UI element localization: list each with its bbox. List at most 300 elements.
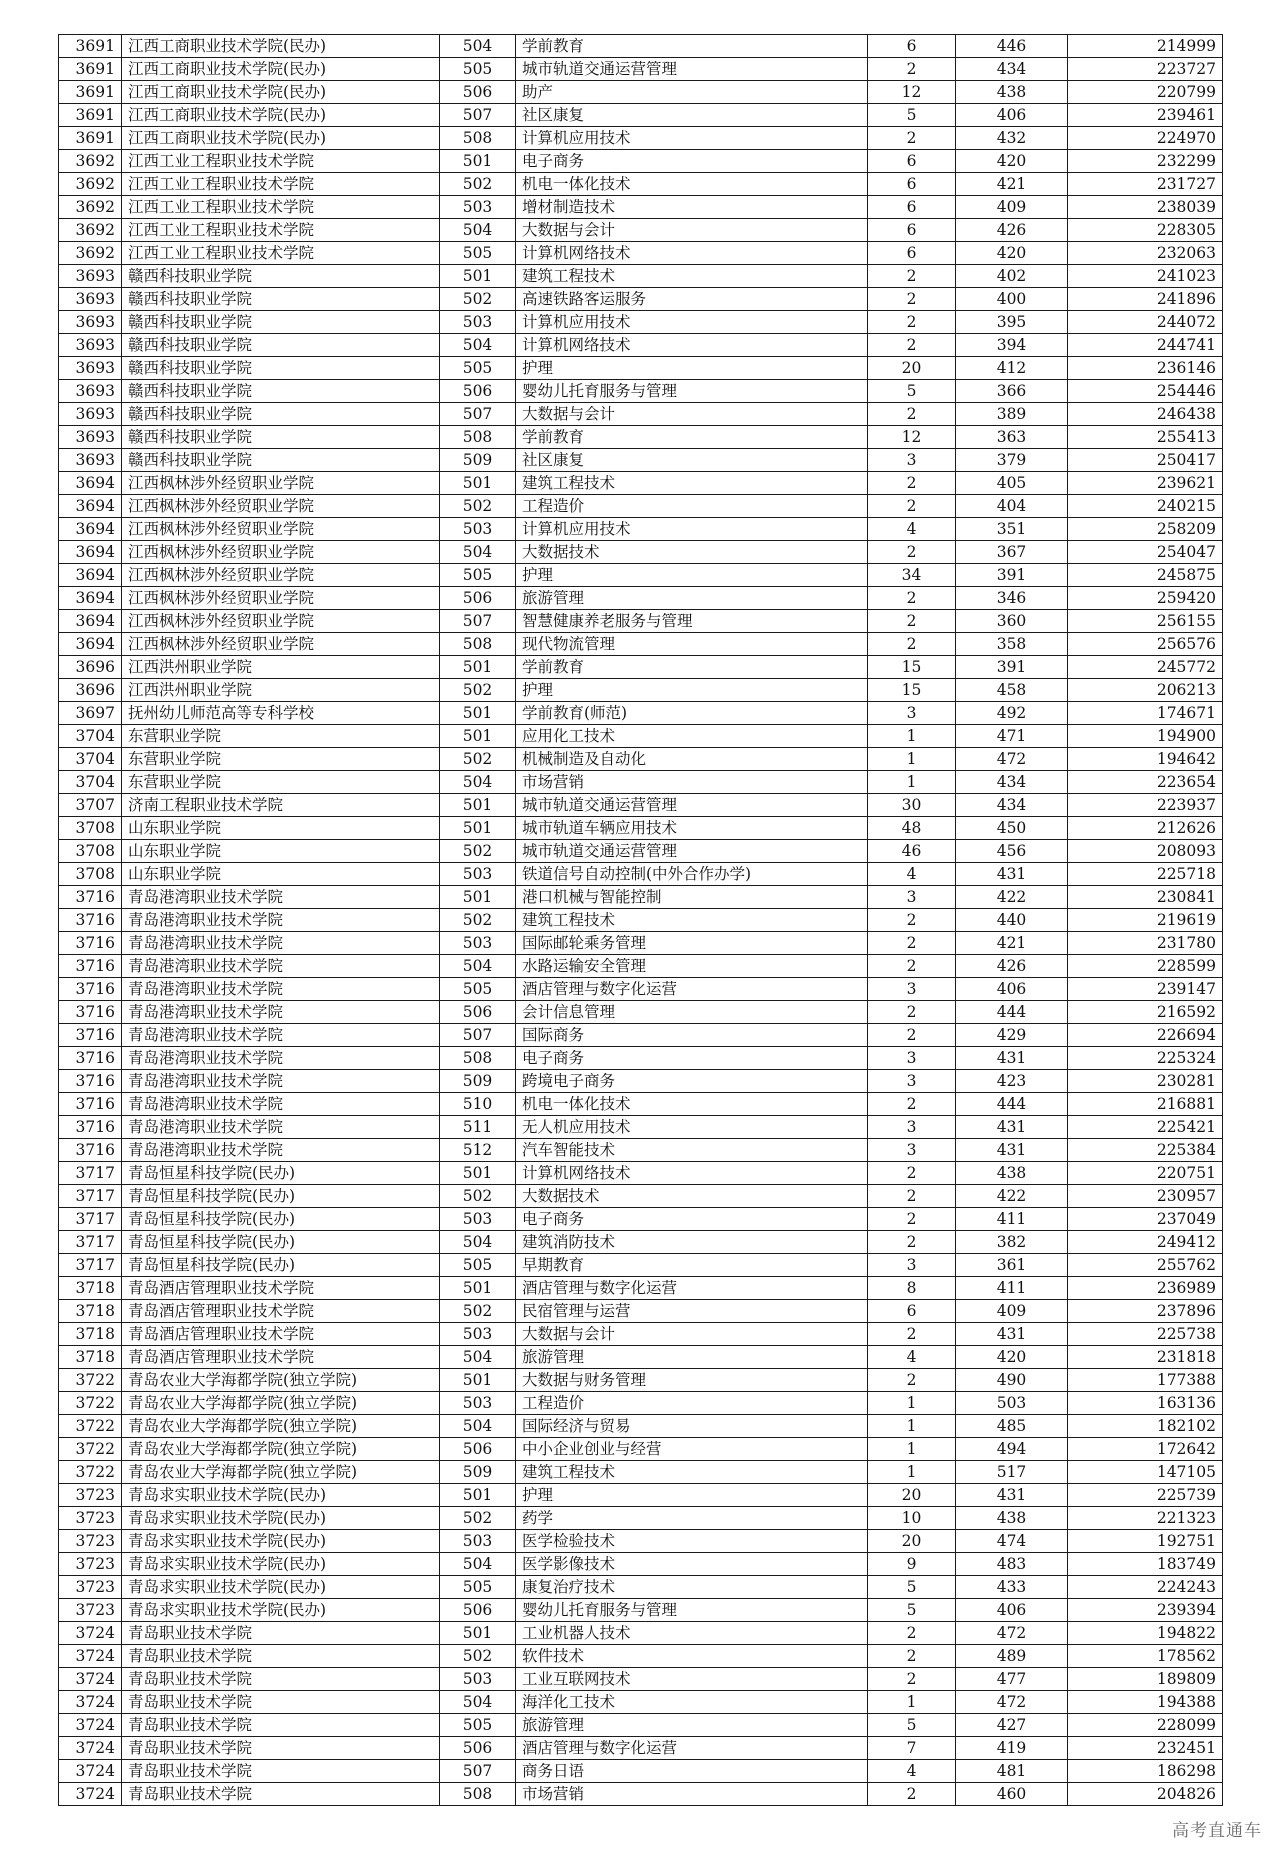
school-code-cell: 3716: [59, 955, 122, 978]
major-name-cell: 增材制造技术: [516, 196, 868, 219]
school-name-cell: 赣西科技职业学院: [122, 265, 440, 288]
plan-count-cell: 2: [868, 1208, 956, 1231]
plan-count-cell: 6: [868, 173, 956, 196]
plan-count-cell: 1: [868, 748, 956, 771]
major-code-cell: 507: [440, 1024, 516, 1047]
school-name-cell: 江西工业工程职业技术学院: [122, 173, 440, 196]
min-rank-cell: 244072: [1068, 311, 1223, 334]
major-name-cell: 软件技术: [516, 1645, 868, 1668]
plan-count-cell: 12: [868, 81, 956, 104]
min-score-cell: 458: [956, 679, 1068, 702]
min-score-cell: 472: [956, 1691, 1068, 1714]
school-code-cell: 3716: [59, 1093, 122, 1116]
min-rank-cell: 228599: [1068, 955, 1223, 978]
major-name-cell: 大数据与会计: [516, 219, 868, 242]
school-code-cell: 3716: [59, 1139, 122, 1162]
min-rank-cell: 245772: [1068, 656, 1223, 679]
min-rank-cell: 255413: [1068, 426, 1223, 449]
plan-count-cell: 1: [868, 1461, 956, 1484]
table-row: [59, 1277, 1223, 1300]
table-row: [59, 472, 1223, 495]
min-rank-cell: 216881: [1068, 1093, 1223, 1116]
min-score-cell: 412: [956, 357, 1068, 380]
plan-count-cell: 3: [868, 1254, 956, 1277]
major-code-cell: 501: [440, 1277, 516, 1300]
min-rank-cell: 241896: [1068, 288, 1223, 311]
table-row: [59, 311, 1223, 334]
min-rank-cell: 231818: [1068, 1346, 1223, 1369]
min-rank-cell: 254047: [1068, 541, 1223, 564]
major-code-cell: 501: [440, 886, 516, 909]
plan-count-cell: 2: [868, 1185, 956, 1208]
min-score-cell: 420: [956, 242, 1068, 265]
major-name-cell: 大数据技术: [516, 1185, 868, 1208]
min-score-cell: 460: [956, 1783, 1068, 1806]
school-name-cell: 青岛职业技术学院: [122, 1622, 440, 1645]
min-score-cell: 431: [956, 1047, 1068, 1070]
plan-count-cell: 3: [868, 702, 956, 725]
school-name-cell: 赣西科技职业学院: [122, 357, 440, 380]
table-row: [59, 265, 1223, 288]
plan-count-cell: 2: [868, 472, 956, 495]
min-rank-cell: 231727: [1068, 173, 1223, 196]
major-code-cell: 503: [440, 1208, 516, 1231]
major-name-cell: 建筑工程技术: [516, 1461, 868, 1484]
school-name-cell: 江西枫林涉外经贸职业学院: [122, 541, 440, 564]
plan-count-cell: 1: [868, 1691, 956, 1714]
min-score-cell: 431: [956, 1323, 1068, 1346]
school-code-cell: 3723: [59, 1507, 122, 1530]
major-name-cell: 城市轨道交通运营管理: [516, 840, 868, 863]
major-name-cell: 工程造价: [516, 1392, 868, 1415]
major-name-cell: 护理: [516, 357, 868, 380]
table-row: [59, 909, 1223, 932]
major-code-cell: 506: [440, 1001, 516, 1024]
table-row: [59, 334, 1223, 357]
min-rank-cell: 231780: [1068, 932, 1223, 955]
min-rank-cell: 237049: [1068, 1208, 1223, 1231]
table-row: [59, 1024, 1223, 1047]
min-rank-cell: 239147: [1068, 978, 1223, 1001]
major-name-cell: 旅游管理: [516, 587, 868, 610]
table-row: [59, 104, 1223, 127]
major-code-cell: 503: [440, 863, 516, 886]
table-row: [59, 288, 1223, 311]
major-name-cell: 计算机应用技术: [516, 311, 868, 334]
table-row: [59, 1438, 1223, 1461]
major-code-cell: 509: [440, 1070, 516, 1093]
table-row: [59, 1645, 1223, 1668]
major-name-cell: 康复治疗技术: [516, 1576, 868, 1599]
plan-count-cell: 4: [868, 518, 956, 541]
school-name-cell: 青岛酒店管理职业技术学院: [122, 1277, 440, 1300]
school-code-cell: 3722: [59, 1415, 122, 1438]
major-name-cell: 无人机应用技术: [516, 1116, 868, 1139]
min-rank-cell: 224243: [1068, 1576, 1223, 1599]
min-rank-cell: 212626: [1068, 817, 1223, 840]
plan-count-cell: 2: [868, 1162, 956, 1185]
plan-count-cell: 3: [868, 449, 956, 472]
school-name-cell: 青岛农业大学海都学院(独立学院): [122, 1461, 440, 1484]
min-rank-cell: 189809: [1068, 1668, 1223, 1691]
plan-count-cell: 1: [868, 1438, 956, 1461]
school-name-cell: 青岛职业技术学院: [122, 1714, 440, 1737]
school-code-cell: 3691: [59, 35, 122, 58]
major-code-cell: 501: [440, 1369, 516, 1392]
min-rank-cell: 172642: [1068, 1438, 1223, 1461]
plan-count-cell: 2: [868, 1645, 956, 1668]
major-name-cell: 城市轨道交通运营管理: [516, 58, 868, 81]
min-score-cell: 395: [956, 311, 1068, 334]
major-code-cell: 506: [440, 1438, 516, 1461]
min-score-cell: 492: [956, 702, 1068, 725]
min-rank-cell: 163136: [1068, 1392, 1223, 1415]
school-code-cell: 3718: [59, 1346, 122, 1369]
min-score-cell: 363: [956, 426, 1068, 449]
major-name-cell: 港口机械与智能控制: [516, 886, 868, 909]
min-rank-cell: 221323: [1068, 1507, 1223, 1530]
school-name-cell: 江西工商职业技术学院(民办): [122, 58, 440, 81]
table-row: [59, 1530, 1223, 1553]
admission-score-table: [58, 34, 1223, 1806]
school-code-cell: 3717: [59, 1162, 122, 1185]
major-code-cell: 505: [440, 58, 516, 81]
major-code-cell: 501: [440, 265, 516, 288]
school-code-cell: 3691: [59, 58, 122, 81]
min-score-cell: 472: [956, 748, 1068, 771]
min-score-cell: 471: [956, 725, 1068, 748]
school-name-cell: 青岛酒店管理职业技术学院: [122, 1300, 440, 1323]
major-code-cell: 502: [440, 1185, 516, 1208]
school-code-cell: 3724: [59, 1622, 122, 1645]
min-score-cell: 421: [956, 173, 1068, 196]
min-rank-cell: 245875: [1068, 564, 1223, 587]
plan-count-cell: 3: [868, 978, 956, 1001]
school-code-cell: 3716: [59, 909, 122, 932]
min-score-cell: 444: [956, 1001, 1068, 1024]
school-code-cell: 3717: [59, 1254, 122, 1277]
table-row: [59, 725, 1223, 748]
school-code-cell: 3724: [59, 1668, 122, 1691]
min-score-cell: 456: [956, 840, 1068, 863]
school-code-cell: 3693: [59, 426, 122, 449]
table-row: [59, 748, 1223, 771]
school-name-cell: 江西枫林涉外经贸职业学院: [122, 472, 440, 495]
plan-count-cell: 2: [868, 633, 956, 656]
min-score-cell: 426: [956, 955, 1068, 978]
major-name-cell: 中小企业创业与经营: [516, 1438, 868, 1461]
major-name-cell: 旅游管理: [516, 1714, 868, 1737]
school-name-cell: 青岛港湾职业技术学院: [122, 955, 440, 978]
major-code-cell: 508: [440, 1783, 516, 1806]
table-row: [59, 978, 1223, 1001]
school-code-cell: 3724: [59, 1691, 122, 1714]
min-score-cell: 391: [956, 656, 1068, 679]
table-row: [59, 81, 1223, 104]
school-name-cell: 青岛港湾职业技术学院: [122, 1116, 440, 1139]
major-name-cell: 商务日语: [516, 1760, 868, 1783]
min-score-cell: 440: [956, 909, 1068, 932]
school-code-cell: 3716: [59, 1070, 122, 1093]
school-name-cell: 山东职业学院: [122, 863, 440, 886]
major-name-cell: 计算机应用技术: [516, 518, 868, 541]
major-name-cell: 计算机网络技术: [516, 1162, 868, 1185]
plan-count-cell: 2: [868, 1231, 956, 1254]
school-code-cell: 3694: [59, 587, 122, 610]
plan-count-cell: 2: [868, 1668, 956, 1691]
min-rank-cell: 250417: [1068, 449, 1223, 472]
school-name-cell: 青岛求实职业技术学院(民办): [122, 1484, 440, 1507]
min-score-cell: 503: [956, 1392, 1068, 1415]
table-row: [59, 1047, 1223, 1070]
school-code-cell: 3718: [59, 1323, 122, 1346]
major-name-cell: 智慧健康养老服务与管理: [516, 610, 868, 633]
min-score-cell: 421: [956, 932, 1068, 955]
school-name-cell: 青岛职业技术学院: [122, 1737, 440, 1760]
school-code-cell: 3694: [59, 564, 122, 587]
min-score-cell: 411: [956, 1208, 1068, 1231]
major-name-cell: 计算机应用技术: [516, 127, 868, 150]
school-name-cell: 青岛港湾职业技术学院: [122, 1139, 440, 1162]
major-name-cell: 旅游管理: [516, 1346, 868, 1369]
plan-count-cell: 20: [868, 1530, 956, 1553]
school-code-cell: 3722: [59, 1392, 122, 1415]
min-rank-cell: 194822: [1068, 1622, 1223, 1645]
plan-count-cell: 46: [868, 840, 956, 863]
school-code-cell: 3716: [59, 1024, 122, 1047]
major-name-cell: 医学影像技术: [516, 1553, 868, 1576]
school-name-cell: 江西工商职业技术学院(民办): [122, 81, 440, 104]
school-name-cell: 青岛农业大学海都学院(独立学院): [122, 1438, 440, 1461]
major-name-cell: 早期教育: [516, 1254, 868, 1277]
min-rank-cell: 239621: [1068, 472, 1223, 495]
major-name-cell: 学前教育: [516, 656, 868, 679]
major-name-cell: 计算机网络技术: [516, 242, 868, 265]
min-score-cell: 366: [956, 380, 1068, 403]
major-code-cell: 503: [440, 1668, 516, 1691]
plan-count-cell: 2: [868, 932, 956, 955]
min-rank-cell: 147105: [1068, 1461, 1223, 1484]
major-code-cell: 505: [440, 357, 516, 380]
min-score-cell: 434: [956, 771, 1068, 794]
table-row: [59, 863, 1223, 886]
table-row: [59, 932, 1223, 955]
major-name-cell: 药学: [516, 1507, 868, 1530]
table-row: [59, 1461, 1223, 1484]
min-rank-cell: 230957: [1068, 1185, 1223, 1208]
major-code-cell: 501: [440, 1622, 516, 1645]
min-score-cell: 438: [956, 1507, 1068, 1530]
school-code-cell: 3716: [59, 1047, 122, 1070]
table-row: [59, 1714, 1223, 1737]
major-name-cell: 护理: [516, 679, 868, 702]
min-rank-cell: 236989: [1068, 1277, 1223, 1300]
min-rank-cell: 232451: [1068, 1737, 1223, 1760]
major-name-cell: 酒店管理与数字化运营: [516, 1277, 868, 1300]
plan-count-cell: 2: [868, 403, 956, 426]
major-code-cell: 504: [440, 219, 516, 242]
table-row: [59, 1300, 1223, 1323]
min-score-cell: 404: [956, 495, 1068, 518]
min-rank-cell: 237896: [1068, 1300, 1223, 1323]
plan-count-cell: 34: [868, 564, 956, 587]
table-row: [59, 1576, 1223, 1599]
min-rank-cell: 258209: [1068, 518, 1223, 541]
plan-count-cell: 2: [868, 1093, 956, 1116]
school-code-cell: 3716: [59, 1001, 122, 1024]
major-name-cell: 国际商务: [516, 1024, 868, 1047]
school-name-cell: 赣西科技职业学院: [122, 403, 440, 426]
school-code-cell: 3692: [59, 242, 122, 265]
major-name-cell: 国际经济与贸易: [516, 1415, 868, 1438]
min-score-cell: 444: [956, 1093, 1068, 1116]
major-name-cell: 现代物流管理: [516, 633, 868, 656]
major-code-cell: 507: [440, 104, 516, 127]
min-rank-cell: 254446: [1068, 380, 1223, 403]
table-row: [59, 196, 1223, 219]
school-code-cell: 3724: [59, 1760, 122, 1783]
school-name-cell: 青岛职业技术学院: [122, 1760, 440, 1783]
table-row: [59, 1760, 1223, 1783]
school-code-cell: 3717: [59, 1208, 122, 1231]
min-rank-cell: 236146: [1068, 357, 1223, 380]
table-row: [59, 35, 1223, 58]
plan-count-cell: 2: [868, 495, 956, 518]
school-code-cell: 3693: [59, 288, 122, 311]
min-rank-cell: 225739: [1068, 1484, 1223, 1507]
major-name-cell: 建筑消防技术: [516, 1231, 868, 1254]
min-score-cell: 358: [956, 633, 1068, 656]
min-rank-cell: 255762: [1068, 1254, 1223, 1277]
plan-count-cell: 4: [868, 1760, 956, 1783]
school-code-cell: 3694: [59, 472, 122, 495]
major-code-cell: 506: [440, 380, 516, 403]
school-code-cell: 3691: [59, 81, 122, 104]
min-score-cell: 361: [956, 1254, 1068, 1277]
major-code-cell: 503: [440, 932, 516, 955]
min-score-cell: 434: [956, 58, 1068, 81]
table-row: [59, 794, 1223, 817]
major-code-cell: 501: [440, 472, 516, 495]
school-name-cell: 赣西科技职业学院: [122, 311, 440, 334]
major-code-cell: 505: [440, 564, 516, 587]
watermark-text: 高考直通车: [1172, 1821, 1262, 1841]
plan-count-cell: 2: [868, 265, 956, 288]
min-score-cell: 419: [956, 1737, 1068, 1760]
school-code-cell: 3707: [59, 794, 122, 817]
table-row: [59, 1346, 1223, 1369]
school-code-cell: 3693: [59, 334, 122, 357]
plan-count-cell: 6: [868, 150, 956, 173]
school-code-cell: 3723: [59, 1599, 122, 1622]
plan-count-cell: 2: [868, 541, 956, 564]
table-row: [59, 886, 1223, 909]
min-rank-cell: 214999: [1068, 35, 1223, 58]
school-name-cell: 赣西科技职业学院: [122, 426, 440, 449]
school-code-cell: 3716: [59, 1116, 122, 1139]
table-row: [59, 150, 1223, 173]
min-rank-cell: 194642: [1068, 748, 1223, 771]
school-name-cell: 江西工商职业技术学院(民办): [122, 127, 440, 150]
min-rank-cell: 183749: [1068, 1553, 1223, 1576]
school-name-cell: 江西工商职业技术学院(民办): [122, 104, 440, 127]
school-code-cell: 3694: [59, 633, 122, 656]
plan-count-cell: 6: [868, 196, 956, 219]
plan-count-cell: 20: [868, 1484, 956, 1507]
major-code-cell: 504: [440, 1691, 516, 1714]
major-name-cell: 计算机网络技术: [516, 334, 868, 357]
school-code-cell: 3704: [59, 748, 122, 771]
plan-count-cell: 6: [868, 219, 956, 242]
school-name-cell: 江西工业工程职业技术学院: [122, 242, 440, 265]
plan-count-cell: 48: [868, 817, 956, 840]
school-code-cell: 3696: [59, 656, 122, 679]
table-row: [59, 1116, 1223, 1139]
major-code-cell: 508: [440, 127, 516, 150]
school-code-cell: 3724: [59, 1783, 122, 1806]
major-name-cell: 建筑工程技术: [516, 909, 868, 932]
major-name-cell: 社区康复: [516, 104, 868, 127]
min-score-cell: 450: [956, 817, 1068, 840]
major-name-cell: 市场营销: [516, 771, 868, 794]
plan-count-cell: 15: [868, 679, 956, 702]
school-code-cell: 3694: [59, 541, 122, 564]
min-score-cell: 481: [956, 1760, 1068, 1783]
table-row: [59, 1254, 1223, 1277]
plan-count-cell: 5: [868, 1576, 956, 1599]
school-code-cell: 3696: [59, 679, 122, 702]
major-code-cell: 501: [440, 150, 516, 173]
table-row: [59, 495, 1223, 518]
school-name-cell: 山东职业学院: [122, 840, 440, 863]
major-code-cell: 503: [440, 518, 516, 541]
school-code-cell: 3708: [59, 817, 122, 840]
school-name-cell: 江西洪州职业学院: [122, 656, 440, 679]
plan-count-cell: 6: [868, 35, 956, 58]
min-rank-cell: 223654: [1068, 771, 1223, 794]
table-row: [59, 219, 1223, 242]
min-rank-cell: 228305: [1068, 219, 1223, 242]
major-code-cell: 501: [440, 1162, 516, 1185]
school-name-cell: 青岛酒店管理职业技术学院: [122, 1323, 440, 1346]
plan-count-cell: 2: [868, 1024, 956, 1047]
table-row: [59, 1369, 1223, 1392]
major-name-cell: 工程造价: [516, 495, 868, 518]
table-row: [59, 1185, 1223, 1208]
major-name-cell: 铁道信号自动控制(中外合作办学): [516, 863, 868, 886]
school-name-cell: 东营职业学院: [122, 771, 440, 794]
min-score-cell: 433: [956, 1576, 1068, 1599]
min-score-cell: 426: [956, 219, 1068, 242]
table-row: [59, 242, 1223, 265]
major-code-cell: 508: [440, 426, 516, 449]
major-code-cell: 502: [440, 288, 516, 311]
major-code-cell: 504: [440, 334, 516, 357]
major-code-cell: 503: [440, 196, 516, 219]
school-name-cell: 江西枫林涉外经贸职业学院: [122, 633, 440, 656]
plan-count-cell: 5: [868, 380, 956, 403]
table-row: [59, 380, 1223, 403]
major-name-cell: 学前教育(师范): [516, 702, 868, 725]
plan-count-cell: 12: [868, 426, 956, 449]
table-row: [59, 1737, 1223, 1760]
table-row: [59, 817, 1223, 840]
school-name-cell: 江西枫林涉外经贸职业学院: [122, 564, 440, 587]
school-name-cell: 青岛港湾职业技术学院: [122, 909, 440, 932]
min-rank-cell: 225384: [1068, 1139, 1223, 1162]
table-row: [59, 955, 1223, 978]
plan-count-cell: 3: [868, 1070, 956, 1093]
